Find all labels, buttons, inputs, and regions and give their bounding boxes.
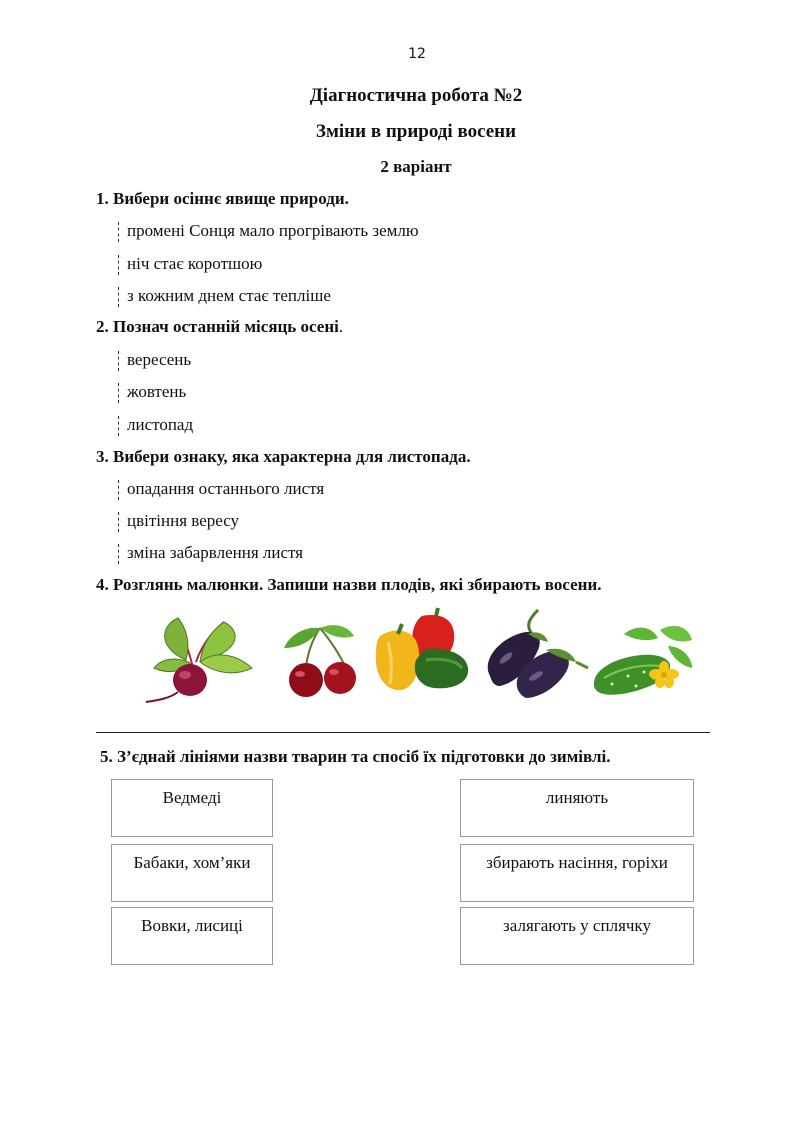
answer-checkbox[interactable] xyxy=(118,351,119,371)
animal-label: Бабаки, хом’яки xyxy=(133,853,251,872)
answer-checkbox[interactable] xyxy=(118,255,119,275)
worksheet-subtitle: Зміни в природі восени xyxy=(315,121,517,142)
answer-line[interactable] xyxy=(96,732,710,733)
question-3 xyxy=(96,447,471,467)
question-text: Познач останній місяць осені xyxy=(113,317,339,336)
question-4 xyxy=(96,575,601,595)
option-label: опадання останнього листя xyxy=(127,479,325,498)
question-number: 4. xyxy=(96,575,109,594)
answer-checkbox[interactable] xyxy=(118,383,119,403)
option-label: листопад xyxy=(127,415,194,434)
question-1 xyxy=(96,189,349,209)
produce-pictures xyxy=(140,606,700,706)
question-text: Вибери осіннє явище природи. xyxy=(113,189,349,208)
worksheet-title: Діагностична робота №2 xyxy=(309,85,523,106)
question-text: Розглянь малюнки. Запиши назви плодів, які збирають восени. xyxy=(113,575,602,594)
preparation-label: залягають у сплячку xyxy=(503,916,651,935)
option-q3-3[interactable] xyxy=(118,541,303,565)
animal-box[interactable] xyxy=(111,844,273,902)
question-number: 1. xyxy=(96,189,109,208)
question-number: 5. xyxy=(100,747,113,766)
animal-label: Вовки, лисиці xyxy=(141,916,243,935)
animal-box[interactable] xyxy=(111,779,273,837)
option-label: з кожним днем стає тепліше xyxy=(127,286,331,305)
page-number: 12 xyxy=(408,46,426,62)
cucumber-icon xyxy=(594,626,692,695)
answer-checkbox[interactable] xyxy=(118,416,119,436)
option-q2-2[interactable] xyxy=(118,380,186,404)
preparation-label: збирають насіння, горіхи xyxy=(486,853,668,872)
answer-checkbox[interactable] xyxy=(118,287,119,307)
animal-box[interactable] xyxy=(111,907,273,965)
question-number: 3. xyxy=(96,447,109,466)
option-label: цвітіння вересу xyxy=(127,511,240,530)
option-q1-3[interactable] xyxy=(118,284,331,308)
question-number: 2. xyxy=(96,317,109,336)
answer-checkbox[interactable] xyxy=(118,222,119,242)
question-text: Вибери ознаку, яка характерна для листопада. xyxy=(113,447,471,466)
question-5 xyxy=(100,747,611,767)
eggplants-icon xyxy=(488,610,588,698)
question-text: З’єднай лініями назви тварин та спосіб їх підготовки до зимівлі. xyxy=(117,747,611,766)
beet-icon xyxy=(146,618,252,702)
option-q3-2[interactable] xyxy=(118,509,239,533)
option-label: зміна забарвлення листя xyxy=(127,543,304,562)
answer-checkbox[interactable] xyxy=(118,544,119,564)
preparation-label: линяють xyxy=(545,788,609,807)
option-q1-1[interactable] xyxy=(118,219,419,243)
option-label: жовтень xyxy=(127,382,187,401)
peppers-icon xyxy=(376,608,468,690)
cherries-icon xyxy=(284,625,356,697)
preparation-box[interactable] xyxy=(460,907,694,965)
option-q1-2[interactable] xyxy=(118,252,262,276)
option-label: ніч стає коротшою xyxy=(127,254,263,273)
option-label: промені Сонця мало прогрівають землю xyxy=(127,221,419,240)
preparation-box[interactable] xyxy=(460,779,694,837)
option-q3-1[interactable] xyxy=(118,477,324,501)
option-label: вересень xyxy=(127,350,192,369)
animal-label: Ведмеді xyxy=(162,788,222,807)
preparation-box[interactable] xyxy=(460,844,694,902)
question-2 xyxy=(96,317,343,337)
variant-label: 2 варіант xyxy=(380,157,452,176)
option-q2-1[interactable] xyxy=(118,348,191,372)
answer-checkbox[interactable] xyxy=(118,512,119,532)
question-suffix: . xyxy=(338,317,344,336)
option-q2-3[interactable] xyxy=(118,413,193,437)
answer-checkbox[interactable] xyxy=(118,480,119,500)
